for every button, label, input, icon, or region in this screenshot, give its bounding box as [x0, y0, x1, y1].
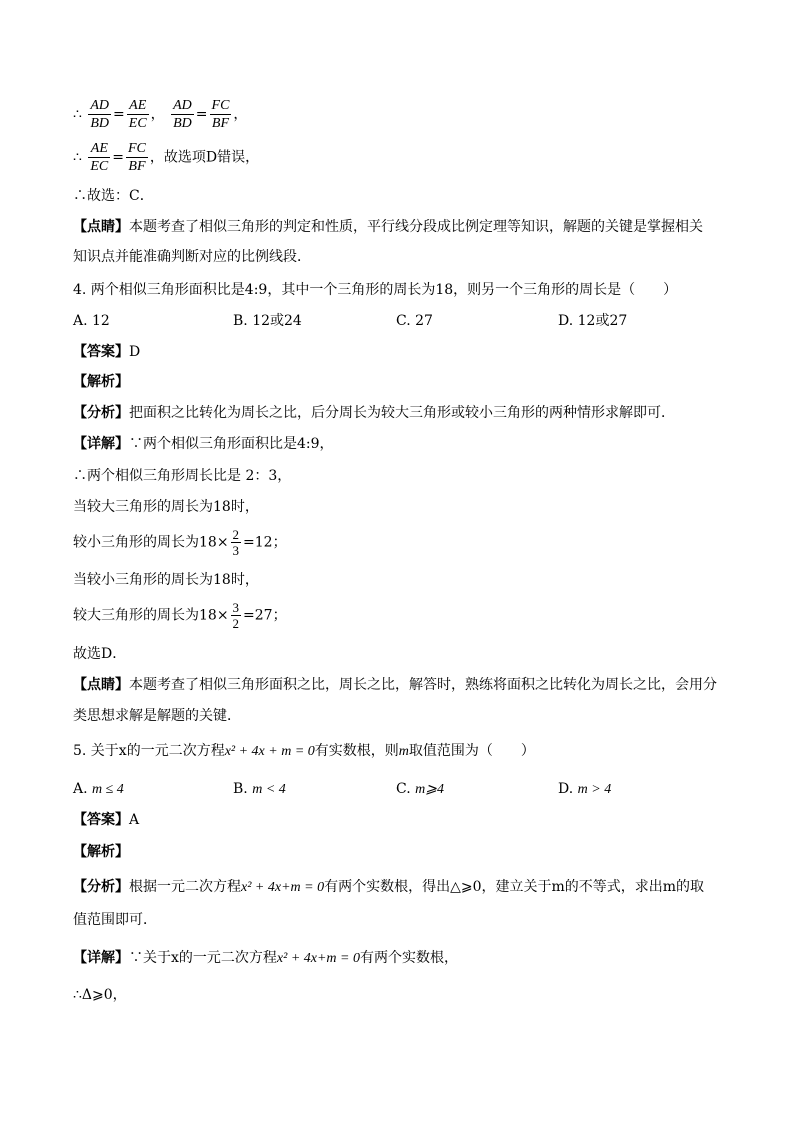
q4-xiangjie-6: 较大三角形的周长为18× $\frac{3}{2}$ =27； — [73, 600, 287, 631]
dianjing-line-1: 【点睛】本题考查了相似三角形的判定和性质，平行线分段成比例定理等知识，解题的关键是掌握相关 — [73, 219, 703, 235]
fraction-ae-ec: $\frac{AE}{EC}$ — [128, 98, 147, 131]
q5-fenxi-2: 值范围即可． — [73, 912, 157, 928]
fraction-2-3: $\frac{2}{3}$ — [232, 527, 240, 558]
q4-dianjing-1: 【点睛】本题考查了相似三角形面积之比，周长之比，解答时，熟练将面积之比转化为周长之比，会用分 — [73, 677, 717, 693]
q4-answer: 【答案】D — [73, 344, 141, 360]
q4-option-c: C. 27 — [396, 313, 433, 329]
q4-xiangjie-7: 故选D． — [73, 646, 127, 662]
fraction-fc-bf-2: $\frac{FC}{BF}$ — [128, 141, 146, 174]
answer-c-line: ∴故选：C． — [73, 188, 154, 204]
q5-equation: x² + 4x + m = 0 — [224, 744, 315, 759]
proportion-line-2: ∴ $\frac{AE}{EC}$ = $\frac{FC}{BF}$ ，故选项D错误， — [73, 141, 260, 174]
fraction-3-2: $\frac{3}{2}$ — [232, 600, 240, 631]
q5-answer: 【答案】A — [73, 812, 140, 828]
q4-dianjing-2: 类思想求解是解题的关键． — [73, 708, 241, 724]
q5-fenxi-1: 【分析】根据一元二次方程x² + 4x+m = 0有两个实数根，得出△⩾0，建立关于m的不等式，求出m的取 — [73, 879, 705, 895]
fraction-ae-ec-2: $\frac{AE}{EC}$ — [90, 141, 109, 174]
fraction-fc-bf: $\frac{FC}{BF}$ — [211, 98, 230, 131]
q5-jiexi: 【解析】 — [73, 844, 129, 860]
q5-xiangjie-2: ∴Δ⩾0， — [73, 987, 127, 1003]
proportion-line-1: ∴ $\frac{AD}{BD}$ = $\frac{AE}{EC}$ ， $\frac{AD}{BD}$ = $\frac{FC}{BF}$ ， — [73, 98, 248, 131]
q4-option-d: D. 12或27 — [558, 313, 628, 329]
q5-option-b: B. m < 4 — [233, 781, 286, 797]
q4-xiangjie-1: 【详解】∵两个相似三角形面积比是4:9， — [73, 436, 334, 452]
q4-xiangjie-5: 当较小三角形的周长为18时， — [73, 572, 259, 588]
q5-stem: 5. 关于x的一元二次方程x² + 4x + m = 0有实数根，则m取值范围为（ ） — [73, 743, 535, 759]
q4-jiexi: 【解析】 — [73, 374, 129, 390]
q4-option-b: B. 12或24 — [233, 313, 302, 329]
q4-xiangjie-3: 当较大三角形的周长为18时， — [73, 499, 259, 515]
q5-option-c: C. m⩾4 — [396, 781, 444, 797]
therefore-symbol: ∴ — [73, 106, 82, 123]
q4-fenxi: 【分析】把面积之比转化为周长之比，后分周长为较大三角形或较小三角形的两种情形求解即可． — [73, 405, 675, 421]
q4-stem: 4. 两个相似三角形面积比是4:9，其中一个三角形的周长为18，则另一个三角形的周长是（ ） — [73, 282, 678, 298]
q5-option-a: A. m ≤ 4 — [73, 781, 124, 797]
q4-xiangjie-4: 较小三角形的周长为18× $\frac{2}{3}$ =12； — [73, 527, 287, 558]
fraction-ad-bd-2: $\frac{AD}{BD}$ — [173, 98, 192, 131]
dianjing-line-2: 知识点并能准确判断对应的比例线段． — [73, 249, 311, 265]
q5-option-d: D. m > 4 — [558, 781, 612, 797]
q4-option-a: A. 12 — [73, 313, 110, 329]
fraction-ad-bd: $\frac{AD}{BD}$ — [90, 98, 110, 131]
q5-xiangjie-1: 【详解】∵关于x的一元二次方程x² + 4x+m = 0有两个实数根， — [73, 950, 458, 966]
q4-xiangjie-2: ∴两个相似三角形周长比是 2：3， — [73, 468, 292, 484]
